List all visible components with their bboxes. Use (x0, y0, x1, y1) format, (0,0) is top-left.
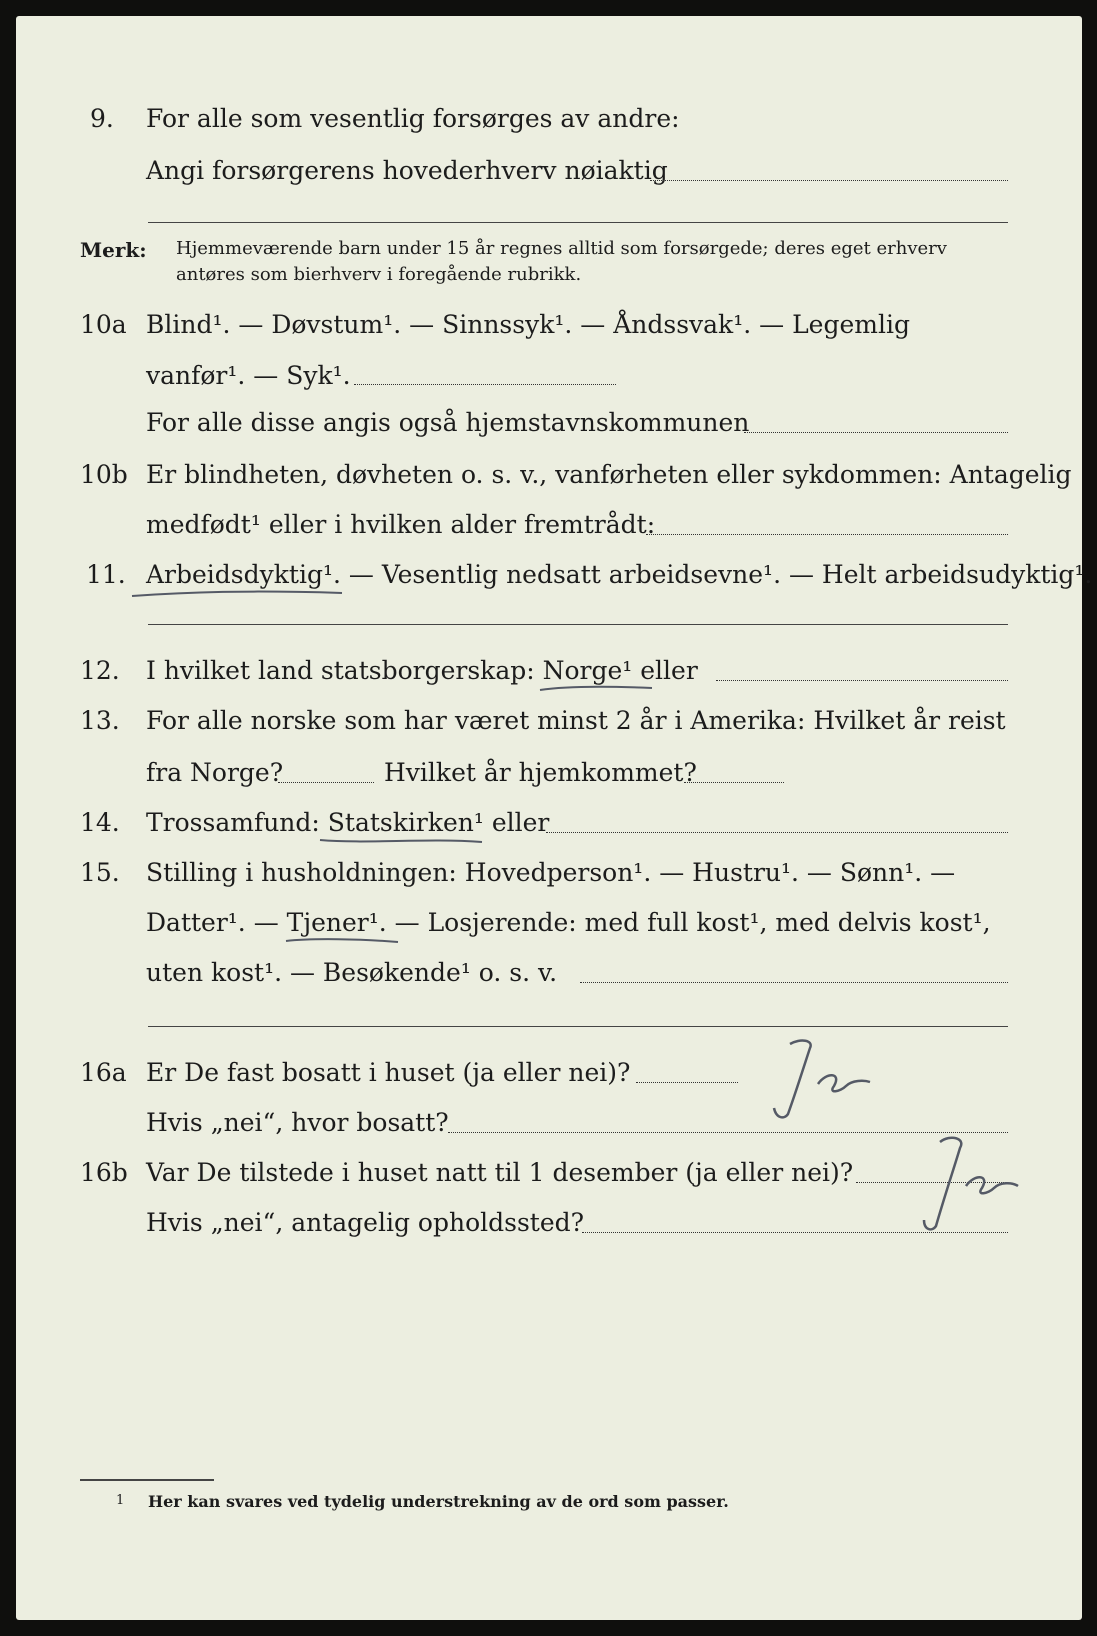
q9-separator (148, 222, 1008, 223)
q10a-line1: Blind¹. — Døvstum¹. — Sinnssyk¹. — Åndssvak¹. — Legemlig (146, 310, 910, 339)
q10a-number: 10a (80, 310, 127, 339)
q13-line1: For alle norske som har været minst 2 år i Amerika: Hvilket år reist (146, 706, 1006, 735)
q10a-line3: For alle disse angis også hjemstavnskommunen (146, 408, 750, 437)
q15-pen-underline (282, 932, 402, 950)
q16b-number: 16b (80, 1158, 128, 1187)
q13-hjemkommet-answer-line[interactable] (684, 782, 784, 783)
q13-number: 13. (80, 706, 120, 735)
q9-line2: Angi forsørgerens hovederhverv nøiaktig (146, 156, 668, 185)
q13-reist-answer-line[interactable] (278, 782, 374, 783)
q14-line1: Trossamfund: Statskirken¹ eller (146, 808, 550, 837)
q12-answer-line[interactable] (716, 680, 1008, 681)
q15-line3: uten kost¹. — Besøkende¹ o. s. v. (146, 958, 558, 987)
merk-line2: antøres som bierhverv i foregående rubrikk. (176, 264, 582, 285)
q15-number: 15. (80, 858, 120, 887)
q13-line2a: fra Norge? (146, 758, 284, 787)
q11-line1: Arbeidsdyktig¹. — Vesentlig nedsatt arbeidsevne¹. — Helt arbeidsudyktig¹. (146, 560, 1093, 589)
q13-line2b: Hvilket år hjemkommet? (384, 758, 697, 787)
q10b-answer-line[interactable] (646, 534, 1008, 535)
q10a-line2: vanfør¹. — Syk¹. (146, 361, 351, 390)
q16b-line1: Var De tilstede i huset natt til 1 desember (ja eller nei)? (146, 1158, 854, 1187)
q12-number: 12. (80, 656, 120, 685)
q15-separator (148, 1026, 1008, 1027)
q10a-syk-answer-line[interactable] (354, 384, 616, 385)
q15-answer-line[interactable] (580, 982, 1008, 983)
q16b-handwritten-answer (916, 1128, 1026, 1238)
census-form-page (16, 16, 1093, 1620)
q16a-answer-line[interactable] (636, 1082, 738, 1083)
q10a-hjemstavn-answer-line[interactable] (744, 432, 1008, 433)
q11-number: 11. (86, 560, 126, 589)
q16a-number: 16a (80, 1058, 127, 1087)
q15-line1: Stilling i husholdningen: Hovedperson¹. — Hustru¹. — Sønn¹. — (146, 858, 956, 887)
q10b-line1: Er blindheten, døvheten o. s. v., vanførheten eller sykdommen: Antagelig (146, 460, 1072, 489)
q12-line1: I hvilket land statsborgerskap: Norge¹ eller (146, 656, 698, 685)
q12-pen-underline (536, 680, 656, 698)
q16a-line2: Hvis „nei“, hvor bosatt? (146, 1108, 449, 1137)
q16a-handwritten-answer (766, 1032, 886, 1122)
q14-answer-line[interactable] (546, 832, 1008, 833)
q9-number: 9. (90, 104, 114, 133)
q14-pen-underline (316, 832, 486, 850)
q9-answer-line[interactable] (650, 180, 1008, 181)
q10b-number: 10b (80, 460, 128, 489)
footnote-text: Her kan svares ved tydelig understrekning av de ord som passer. (148, 1492, 729, 1511)
q9-line1: For alle som vesentlig forsørges av andre: (146, 104, 680, 133)
q10b-line2: medfødt¹ eller i hvilken alder fremtrådt: (146, 510, 656, 539)
merk-label: Merk: (80, 238, 147, 262)
q11-separator (148, 624, 1008, 625)
q11-pen-underline (128, 584, 348, 604)
q15-line2: Datter¹. — Tjener¹. — Losjerende: med full kost¹, med delvis kost¹, (146, 908, 991, 937)
footnote-mark: 1 (116, 1493, 125, 1508)
footnote-rule (80, 1479, 214, 1481)
merk-line1: Hjemmeværende barn under 15 år regnes alltid som forsørgede; deres eget erhverv (176, 238, 947, 259)
q16b-opholdssted-answer-line[interactable] (582, 1232, 1008, 1233)
q14-number: 14. (80, 808, 120, 837)
q16a-line1: Er De fast bosatt i huset (ja eller nei)? (146, 1058, 631, 1087)
q16b-line2: Hvis „nei“, antagelig opholdssted? (146, 1208, 585, 1237)
